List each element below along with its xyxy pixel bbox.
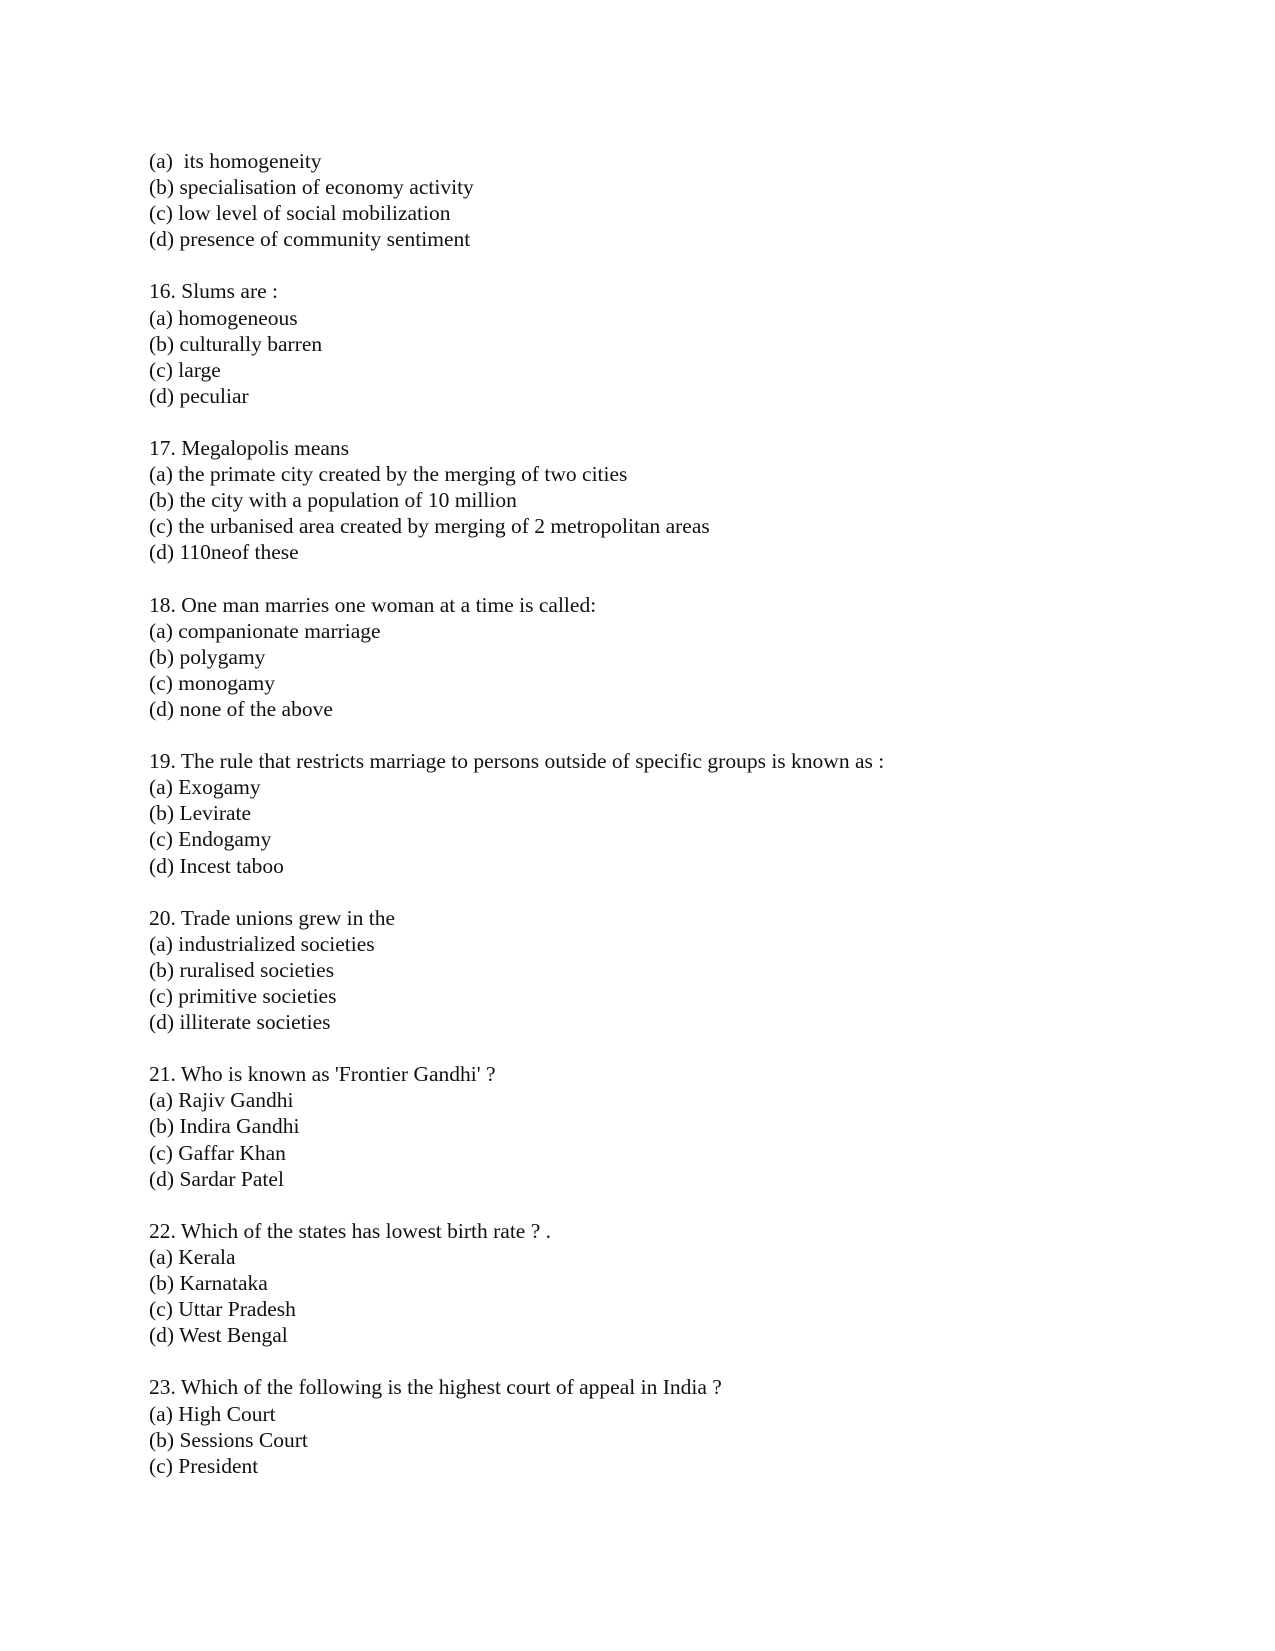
question-17 xyxy=(149,435,1149,565)
option-a: (a) Exogamy xyxy=(149,775,261,800)
option-c: (c) Endogamy xyxy=(149,827,272,852)
question-23 xyxy=(149,1374,1149,1478)
option-d: (d) Sardar Patel xyxy=(149,1166,284,1191)
option-a: (a) its homogeneity xyxy=(149,149,322,173)
option-d: (d) presence of community sentiment xyxy=(149,227,471,252)
option-b: (b) specialisation of economy activity xyxy=(149,175,474,200)
option-b: (b) ruralised societies xyxy=(149,957,335,982)
question-text: 18. One man marries one woman at a time is called: xyxy=(149,592,597,617)
option-c: (c) the urbanised area created by merging of 2 metropolitan areas xyxy=(149,514,710,539)
question-text: 17. Megalopolis means xyxy=(149,436,350,461)
question-20 xyxy=(149,905,1149,1035)
option-c: (c) President xyxy=(149,1453,259,1478)
option-c: (c) Uttar Pradesh xyxy=(149,1297,296,1322)
question-text: 21. Who is known as 'Frontier Gandhi' ? xyxy=(149,1062,496,1087)
option-d: (d) none of the above xyxy=(149,696,333,721)
option-b: (b) Sessions Court xyxy=(149,1427,308,1452)
option-a: (a) homogeneous xyxy=(149,305,298,330)
option-b: (b) polygamy xyxy=(149,644,266,669)
option-c: (c) Gaffar Khan xyxy=(149,1140,286,1165)
question-text: 23. Which of the following is the highest court of appeal in India ? xyxy=(149,1375,722,1400)
document-page xyxy=(149,148,1149,1505)
question-16 xyxy=(149,278,1149,408)
option-b: (b) Karnataka xyxy=(149,1271,268,1296)
option-c: (c) large xyxy=(149,357,221,382)
option-b: (b) Levirate xyxy=(149,801,252,826)
option-a: (a) companionate marriage xyxy=(149,618,381,643)
option-c: (c) low level of social mobilization xyxy=(149,201,451,226)
question-18 xyxy=(149,592,1149,722)
question-text: 22. Which of the states has lowest birth rate ? . xyxy=(149,1218,552,1243)
option-d: (d) peculiar xyxy=(149,383,249,408)
question-text: 16. Slums are : xyxy=(149,279,278,304)
option-b: (b) the city with a population of 10 million xyxy=(149,488,517,513)
question-19 xyxy=(149,748,1149,878)
option-d: (d) 110neof these xyxy=(149,540,299,565)
option-d: (d) illiterate societies xyxy=(149,1010,331,1035)
option-a: (a) Kerala xyxy=(149,1244,236,1269)
question-text: 20. Trade unions grew in the xyxy=(149,905,396,930)
question-15-continuation xyxy=(149,148,1149,252)
option-b: (b) Indira Gandhi xyxy=(149,1114,300,1139)
option-b: (b) culturally barren xyxy=(149,331,323,356)
option-d: (d) West Bengal xyxy=(149,1323,288,1348)
question-22 xyxy=(149,1218,1149,1348)
question-21 xyxy=(149,1061,1149,1191)
option-c: (c) monogamy xyxy=(149,670,275,695)
option-a: (a) industrialized societies xyxy=(149,931,375,956)
option-a: (a) High Court xyxy=(149,1401,276,1426)
option-a: (a) Rajiv Gandhi xyxy=(149,1088,294,1113)
option-a: (a) the primate city created by the merging of two cities xyxy=(149,462,628,487)
option-d: (d) Incest taboo xyxy=(149,853,284,878)
option-c: (c) primitive societies xyxy=(149,984,337,1008)
question-text: 19. The rule that restricts marriage to persons outside of specific groups is known as : xyxy=(149,749,885,774)
